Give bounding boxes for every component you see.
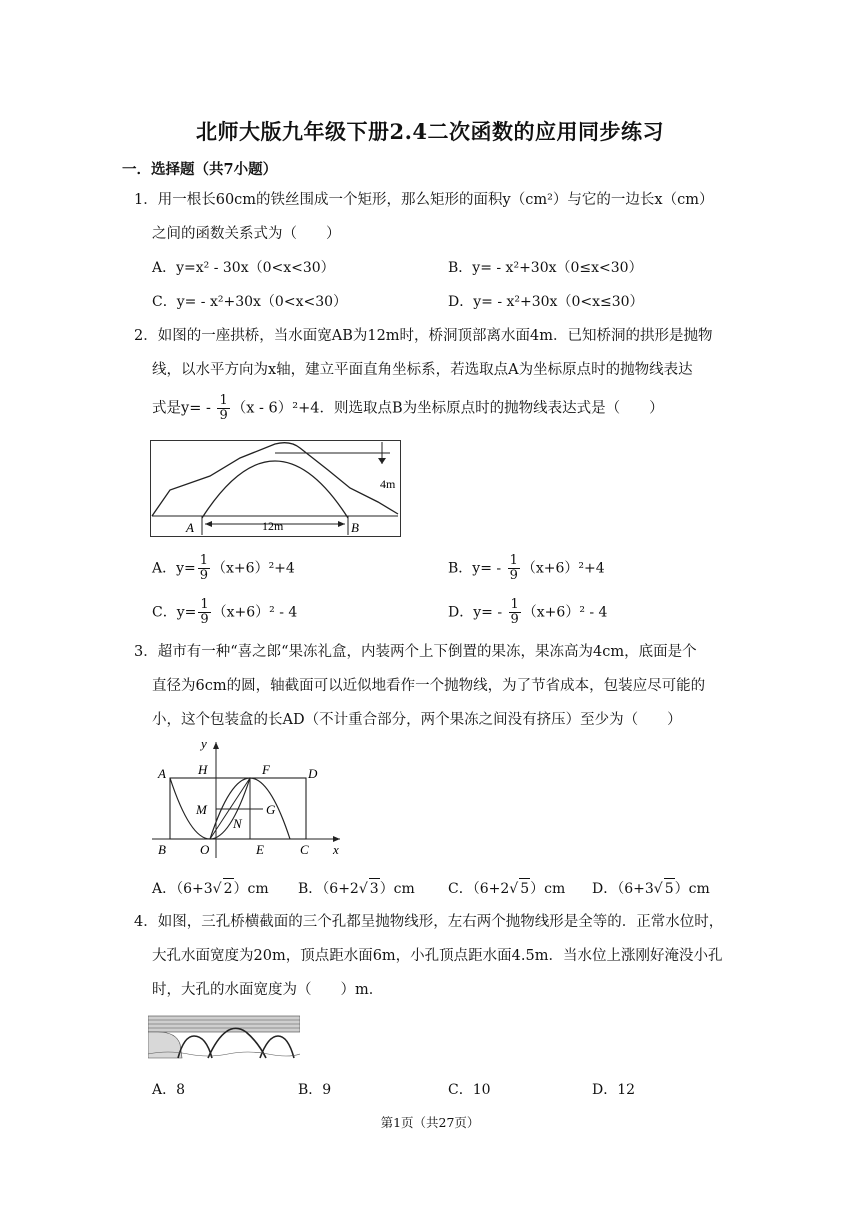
q4-option-c: C．10 (448, 1082, 491, 1098)
q2-option-c (152, 598, 297, 627)
q1-option-b: B．y= - x²+30x（0≤x<30） (448, 260, 643, 276)
label-o: O (200, 842, 210, 857)
label-b: B (158, 842, 166, 857)
width-arrow-left (205, 521, 212, 527)
page-title: 北师大版九年级下册2.4二次函数的应用同步练习 (195, 119, 665, 144)
q1-option-a: A．y=x² - 30x（0<x<30） (152, 260, 335, 276)
fraction-numerator: 1 (219, 393, 228, 408)
q2-option-b (448, 554, 605, 583)
fraction-numerator: 1 (509, 553, 518, 568)
q4-option-b: B．9 (298, 1082, 332, 1098)
option-a-radicand: 2 (223, 878, 234, 899)
option-d-fraction (509, 598, 521, 627)
q3-option-b (298, 878, 415, 899)
q2-stem-line1: 2．如图的一座拱桥，当水面宽AB为12m时，桥洞顶部离水面4m．已知桥洞的拱形是抛物 (134, 328, 713, 344)
label-height: 4m (380, 477, 396, 491)
label-g: G (266, 802, 276, 817)
arch-parabola (202, 461, 348, 518)
bridge-top-outline (152, 443, 398, 516)
q3-stem-line1: 3．超市有一种“喜之郎“果冻礼盒，内装两个上下倒置的果冻，果冻高为4cm，底面是个 (134, 644, 697, 660)
option-c-suffix: ）cm (530, 881, 566, 897)
option-c-suffix: （x+6）² - 4 (212, 604, 298, 621)
sqrt-sign: √ (653, 881, 663, 897)
label-d: D (308, 766, 318, 781)
q3-option-a (152, 878, 269, 899)
option-d-radicand: 5 (664, 878, 675, 899)
section-heading: 一．选择题（共7小题） (122, 161, 278, 178)
q4-option-a: A．8 (152, 1082, 186, 1098)
label-h: H (198, 762, 208, 777)
q3-stem-line3: 小，这个包装盒的长AD（不计重合部分，两个果冻之间没有挤压）至少为（ ） (152, 712, 682, 728)
q2-option-d (448, 598, 607, 627)
label-m: M (196, 802, 207, 817)
q4-stem-line1: 4．如图，三孔桥横截面的三个孔都呈抛物线形，左右两个抛物线形是全等的．正常水位时， (134, 914, 724, 930)
three-arch-bridge-figure (148, 1014, 300, 1060)
jelly-box-figure (150, 736, 350, 860)
label-e: E (256, 842, 264, 857)
sqrt-sign: √ (358, 881, 368, 897)
q1-stem-line2: 之间的函数关系式为（ ） (152, 226, 341, 242)
q3-option-c (448, 878, 565, 899)
option-c-prefix: C．y= (152, 604, 197, 621)
q1-stem-line1: 1．用一根长60cm的铁丝围成一个矩形，那么矩形的面积y（cm²）与它的一边长x（cm） (134, 192, 714, 208)
label-c: C (300, 842, 309, 857)
q2-line3-prefix: 式是y= - (152, 400, 216, 417)
q2-fraction (217, 394, 229, 423)
q1-option-d: D．y= - x²+30x（0<x≤30） (448, 294, 644, 310)
label-a: A (186, 520, 194, 535)
option-a-suffix: （x+6）²+4 (212, 560, 295, 577)
label-n: N (233, 816, 242, 831)
option-d-prefix: D．（6+3 (592, 881, 654, 897)
arch-bridge-figure (150, 440, 402, 538)
fraction-denominator: 9 (510, 612, 519, 627)
width-arrow-right (338, 521, 345, 527)
y-axis-arrow (213, 742, 219, 749)
option-a-fraction (198, 554, 210, 583)
option-c-fraction (198, 598, 210, 627)
q3-option-d (592, 878, 710, 899)
option-c-radicand: 5 (519, 878, 530, 899)
option-a-prefix: A．y= (152, 560, 196, 577)
q1-option-c: C．y= - x²+30x（0<x<30） (152, 294, 348, 310)
page-footer: 第1页（共27页） (380, 1115, 480, 1130)
option-d-suffix: ）cm (674, 881, 710, 897)
q2-stem-line2: 线，以水平方向为x轴，建立平面直角坐标系，若选取点A为坐标原点时的抛物线表达 (152, 362, 693, 378)
label-y: y (201, 736, 207, 751)
option-b-prefix: B．（6+2 (298, 881, 359, 897)
sqrt-sign: √ (509, 881, 519, 897)
q2-line3-suffix: （x - 6）²+4．则选取点B为坐标原点时的抛物线表达式是（ ） (231, 400, 664, 417)
label-f: F (262, 762, 270, 777)
q2-stem-line3 (152, 394, 664, 423)
fraction-numerator: 1 (199, 553, 209, 568)
option-b-fraction (508, 554, 520, 583)
fraction-denominator: 9 (200, 612, 209, 627)
option-d-prefix: D．y= - (448, 604, 507, 621)
sqrt-sign: √ (212, 881, 222, 897)
q4-stem-line3: 时，大孔的水面宽度为（ ）m． (152, 982, 384, 998)
label-x: x (333, 842, 339, 857)
fraction-denominator: 9 (509, 568, 518, 583)
fraction-numerator: 1 (510, 597, 519, 612)
label-width: 12m (262, 519, 284, 533)
option-b-prefix: B．y= - (448, 560, 506, 577)
option-a-suffix: ）cm (233, 881, 269, 897)
height-arrow-head (378, 458, 386, 464)
option-b-radicand: 3 (369, 878, 380, 899)
option-d-suffix: （x+6）² - 4 (522, 604, 608, 621)
option-b-suffix: （x+6）²+4 (521, 560, 605, 577)
q2-option-a (152, 554, 295, 583)
q3-stem-line2: 直径为6cm的圆，轴截面可以近似地看作一个抛物线，为了节省成本，包装应尽可能的 (152, 678, 706, 694)
q4-stem-line2: 大孔水面宽度为20m，顶点距水面6m，小孔顶点距水面4.5m．当水位上涨刚好淹没小孔 (152, 948, 723, 964)
option-a-prefix: A．（6+3 (152, 881, 213, 897)
option-c-prefix: C．（6+2 (448, 881, 510, 897)
q4-option-d: D．12 (592, 1082, 636, 1098)
fraction-denominator: 9 (219, 408, 228, 423)
fraction-denominator: 9 (199, 568, 209, 583)
label-a: A (158, 766, 166, 781)
option-b-suffix: ）cm (379, 881, 415, 897)
label-b: B (351, 520, 359, 535)
fraction-numerator: 1 (200, 597, 209, 612)
